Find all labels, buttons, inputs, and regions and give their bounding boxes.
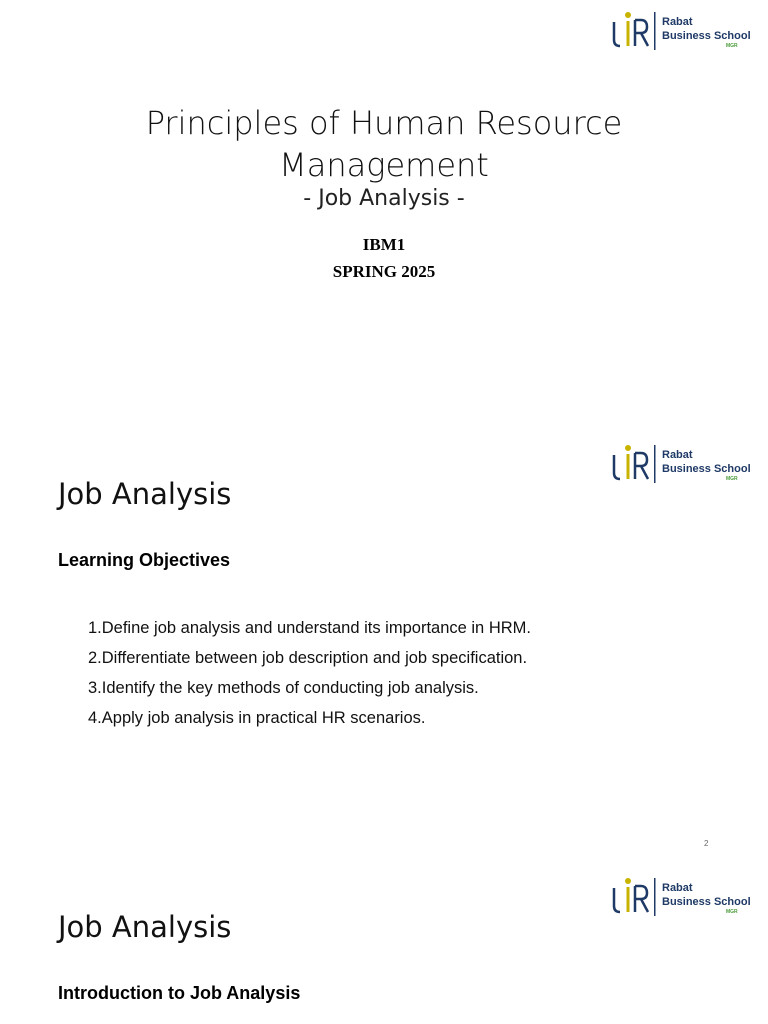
logo-text-line2: Business School [662, 463, 751, 475]
logo-badge: MGR [726, 43, 738, 49]
course-code: IBM1 [362, 235, 406, 254]
uir-logo [610, 10, 752, 52]
list-item: 1.Define job analysis and understand its importance in HRM. [88, 619, 531, 637]
course-info [0, 231, 768, 285]
uir-logo-mark-icon [610, 876, 660, 918]
course-term: SPRING 2025 [332, 262, 436, 281]
introduction-slide [0, 866, 768, 1024]
objectives-slide [0, 433, 768, 866]
logo-text-line2: Business School [662, 896, 751, 908]
uir-logo [610, 876, 752, 918]
slide-heading: Job Analysis [58, 477, 232, 511]
presentation-subtitle: - Job Analysis - [303, 186, 465, 211]
logo-text-line1: Rabat [662, 449, 693, 461]
section-heading: Introduction to Job Analysis [58, 983, 301, 1003]
logo-badge: MGR [726, 909, 738, 915]
title-slide [0, 0, 768, 433]
page-number: 2 [704, 839, 709, 848]
logo-text-line2: Business School [662, 30, 751, 42]
list-item: 2.Differentiate between job description and job specification. [88, 649, 528, 667]
logo-badge: MGR [726, 476, 738, 482]
uir-logo-mark-icon [610, 10, 660, 52]
uir-logo-mark-icon [610, 443, 660, 485]
slide-heading: Job Analysis [58, 910, 232, 944]
presentation-title [0, 102, 768, 186]
list-item: 3.Identify the key methods of conducting job analysis. [88, 679, 479, 697]
title-line-2: Management [279, 146, 489, 184]
title-line-1: Principles of Human Resource [145, 104, 623, 142]
section-heading: Learning Objectives [58, 550, 231, 570]
logo-text-line1: Rabat [662, 882, 693, 894]
logo-text-line1: Rabat [662, 16, 693, 28]
objectives-list [88, 613, 531, 733]
uir-logo [610, 443, 752, 485]
list-item: 4.Apply job analysis in practical HR scenarios. [88, 709, 426, 727]
